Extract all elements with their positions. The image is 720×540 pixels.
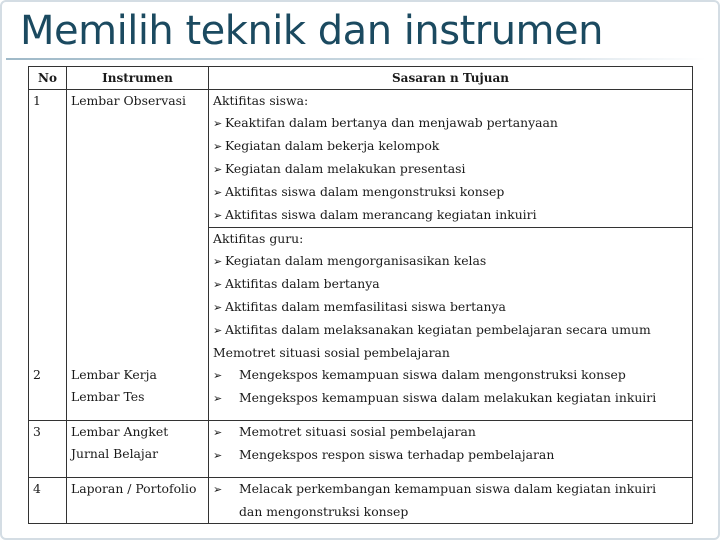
table-row-3	[29, 421, 693, 478]
list-item: ➢ Aktifitas siswa dalam mengonstruksi konsep	[213, 181, 688, 204]
list-item: ➢ Aktifitas dalam melaksanakan kegiatan pembelajaran secara umum	[213, 319, 688, 342]
arrow-bullet-icon: ➢	[213, 449, 223, 462]
row-1-instrument: Lembar Observasi	[67, 90, 209, 365]
header-target: Sasaran n Tujuan	[209, 67, 693, 90]
row-2-no: 2	[29, 364, 67, 421]
arrow-bullet-icon: ➢	[213, 117, 223, 130]
list-item: ➢ Kegiatan dalam mengorganisasikan kelas	[213, 250, 688, 273]
list-item: ➢ Aktifitas siswa dalam merancang kegiatan inkuiri	[213, 204, 688, 227]
row-3-no: 3	[29, 421, 67, 478]
slide-title: Memilih teknik dan instrumen	[20, 8, 603, 54]
list-item: ➢ Aktifitas dalam bertanya	[213, 273, 688, 296]
list-item-continuation: dan mengonstruksi konsep	[239, 504, 409, 519]
table-row-1a	[29, 90, 693, 228]
row-1-no: 1	[29, 90, 67, 365]
row-1-student-activities	[209, 90, 693, 228]
teacher-activity-trailing: Memotret situasi sosial pembelajaran	[213, 345, 450, 360]
arrow-bullet-icon: ➢	[213, 140, 223, 153]
list-item: ➢ Keaktifan dalam bertanya dan menjawab pertanyaan	[213, 112, 688, 135]
table-row-4	[29, 478, 693, 524]
row-2-instrument: Lembar Kerja Lembar Tes	[67, 364, 209, 421]
table-header-row	[29, 67, 693, 90]
assessment-table	[28, 66, 693, 524]
row-3-instrument: Lembar Angket Jurnal Belajar	[67, 421, 209, 478]
list-item: ➢ Mengekspos respon siswa terhadap pembelajaran	[213, 444, 688, 467]
arrow-bullet-icon: ➢	[213, 255, 223, 268]
row-4-instrument: Laporan / Portofolio	[67, 478, 209, 524]
row-1-teacher-activities	[209, 228, 693, 365]
title-underline	[6, 58, 706, 60]
list-item: ➢ Mengekspos kemampuan siswa dalam mengonstruksi konsep	[213, 364, 688, 387]
row-4-targets	[209, 478, 693, 524]
header-instrument: Instrumen	[67, 67, 209, 90]
arrow-bullet-icon: ➢	[213, 426, 223, 439]
list-item: ➢ Aktifitas dalam memfasilitasi siswa bertanya	[213, 296, 688, 319]
arrow-bullet-icon: ➢	[213, 324, 223, 337]
list-item: ➢ Kegiatan dalam melakukan presentasi	[213, 158, 688, 181]
row-4-no: 4	[29, 478, 67, 524]
arrow-bullet-icon: ➢	[213, 301, 223, 314]
arrow-bullet-icon: ➢	[213, 278, 223, 291]
list-item: ➢ Melacak perkembangan kemampuan siswa dalam kegiatan inkuiri	[213, 478, 688, 501]
arrow-bullet-icon: ➢	[213, 392, 223, 405]
table-row-2	[29, 364, 693, 421]
arrow-bullet-icon: ➢	[213, 483, 223, 496]
arrow-bullet-icon: ➢	[213, 163, 223, 176]
list-item: ➢ Memotret situasi sosial pembelajaran	[213, 421, 688, 444]
student-activity-heading: Aktifitas siswa:	[213, 93, 309, 108]
list-item: ➢ Kegiatan dalam bekerja kelompok	[213, 135, 688, 158]
arrow-bullet-icon: ➢	[213, 186, 223, 199]
arrow-bullet-icon: ➢	[213, 209, 223, 222]
list-item: ➢ Mengekspos kemampuan siswa dalam melakukan kegiatan inkuiri	[213, 387, 688, 410]
header-no: No	[29, 67, 67, 90]
row-3-targets	[209, 421, 693, 478]
row-2-targets	[209, 364, 693, 421]
arrow-bullet-icon: ➢	[213, 369, 223, 382]
teacher-activity-heading: Aktifitas guru:	[213, 231, 304, 246]
